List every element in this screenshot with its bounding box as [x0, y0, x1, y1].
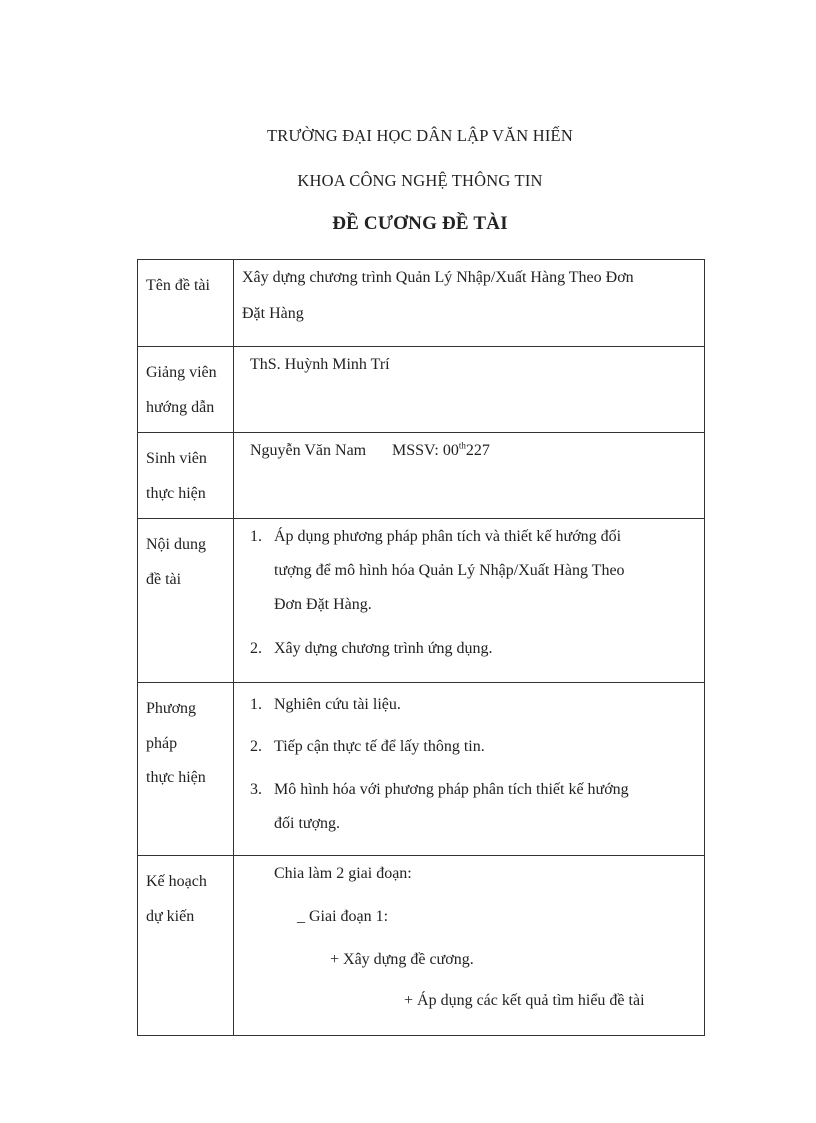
method-item-1: Nghiên cứu tài liệu.	[274, 696, 401, 713]
plan-phase-1: _ Giai đoạn 1:	[297, 908, 389, 925]
content-item-1-line-1: Áp dụng phương pháp phân tích và thiết kế hướng đối	[274, 528, 622, 545]
content-item-1-number: 1.	[250, 528, 262, 545]
student-id-suffix: 227	[465, 442, 490, 459]
plan-row	[138, 856, 705, 1036]
plan-intro: Chia làm 2 giai đoạn:	[274, 865, 412, 882]
method-item-2: Tiếp cận thực tế để lấy thông tin.	[274, 738, 485, 755]
plan-step-2: + Áp dụng các kết quả tìm hiểu đề tài	[404, 992, 645, 1009]
plan-step-1: + Xây dựng đề cương.	[330, 951, 474, 968]
method-item-3-number: 3.	[250, 781, 262, 798]
student-label-line-2: thực hiện	[146, 484, 206, 502]
advisor-value-cell	[234, 347, 705, 433]
document-title: ĐỀ CƯƠNG ĐỀ TÀI	[332, 213, 508, 234]
content-item-2-number: 2.	[250, 640, 262, 657]
content-row	[138, 519, 705, 683]
plan-label-line-2: dự kiến	[146, 907, 195, 925]
advisor-row	[138, 347, 705, 433]
content-item-1-line-2: tượng để mô hình hóa Quản Lý Nhập/Xuất Hàng Theo	[274, 562, 625, 579]
method-value-cell	[234, 683, 705, 856]
advisor-label-line-2: hướng dẫn	[146, 398, 215, 416]
student-value-cell	[234, 433, 705, 519]
university-name: TRƯỜNG ĐẠI HỌC DÂN LẬP VĂN HIẾN	[267, 126, 573, 145]
plan-label-cell	[138, 856, 234, 1036]
student-label-cell	[138, 433, 234, 519]
content-label-line-2: đề tài	[146, 570, 182, 588]
advisor-label-cell	[138, 347, 234, 433]
student-id-sup: th	[458, 440, 466, 451]
student-row	[138, 433, 705, 519]
method-row	[138, 683, 705, 856]
method-label-cell	[138, 683, 234, 856]
student-id-prefix: MSSV: 00	[392, 442, 459, 459]
advisor-name: ThS. Huỳnh Minh Trí	[250, 356, 390, 373]
student-label-line-1: Sinh viên	[146, 450, 207, 467]
content-label-line-1: Nội dung	[146, 536, 206, 553]
method-item-1-number: 1.	[250, 696, 262, 713]
plan-value-cell	[234, 856, 705, 1036]
topic-label-cell	[138, 260, 234, 347]
student-name: Nguyễn Văn Nam	[250, 442, 367, 459]
student-id	[392, 442, 490, 460]
advisor-label-line-1: Giảng viên	[146, 364, 217, 381]
outline-table	[137, 259, 705, 1036]
topic-line-2: Đặt Hàng	[242, 305, 304, 322]
topic-row	[138, 260, 705, 347]
content-value-cell	[234, 519, 705, 683]
topic-label: Tên đề tài	[146, 277, 210, 294]
topic-value-cell	[234, 260, 705, 347]
method-label-line-1: Phương	[146, 700, 197, 717]
content-item-1-line-3: Đơn Đặt Hàng.	[274, 596, 372, 613]
method-item-2-number: 2.	[250, 738, 262, 755]
plan-label-line-1: Kế hoạch	[146, 873, 207, 890]
content-item-2-line-1: Xây dựng chương trình ứng dụng.	[274, 640, 493, 657]
method-label-line-3: thực hiện	[146, 769, 206, 786]
faculty-name: KHOA CÔNG NGHỆ THÔNG TIN	[297, 171, 543, 190]
content-label-cell	[138, 519, 234, 683]
method-item-3-line-2: đối tượng.	[274, 815, 341, 832]
method-item-3-line-1: Mô hình hóa với phương pháp phân tích thiết kế hướng	[274, 781, 629, 798]
topic-line-1: Xây dựng chương trình Quản Lý Nhập/Xuất Hàng Theo Đơn	[242, 269, 634, 286]
method-label-line-2: pháp	[146, 734, 178, 752]
